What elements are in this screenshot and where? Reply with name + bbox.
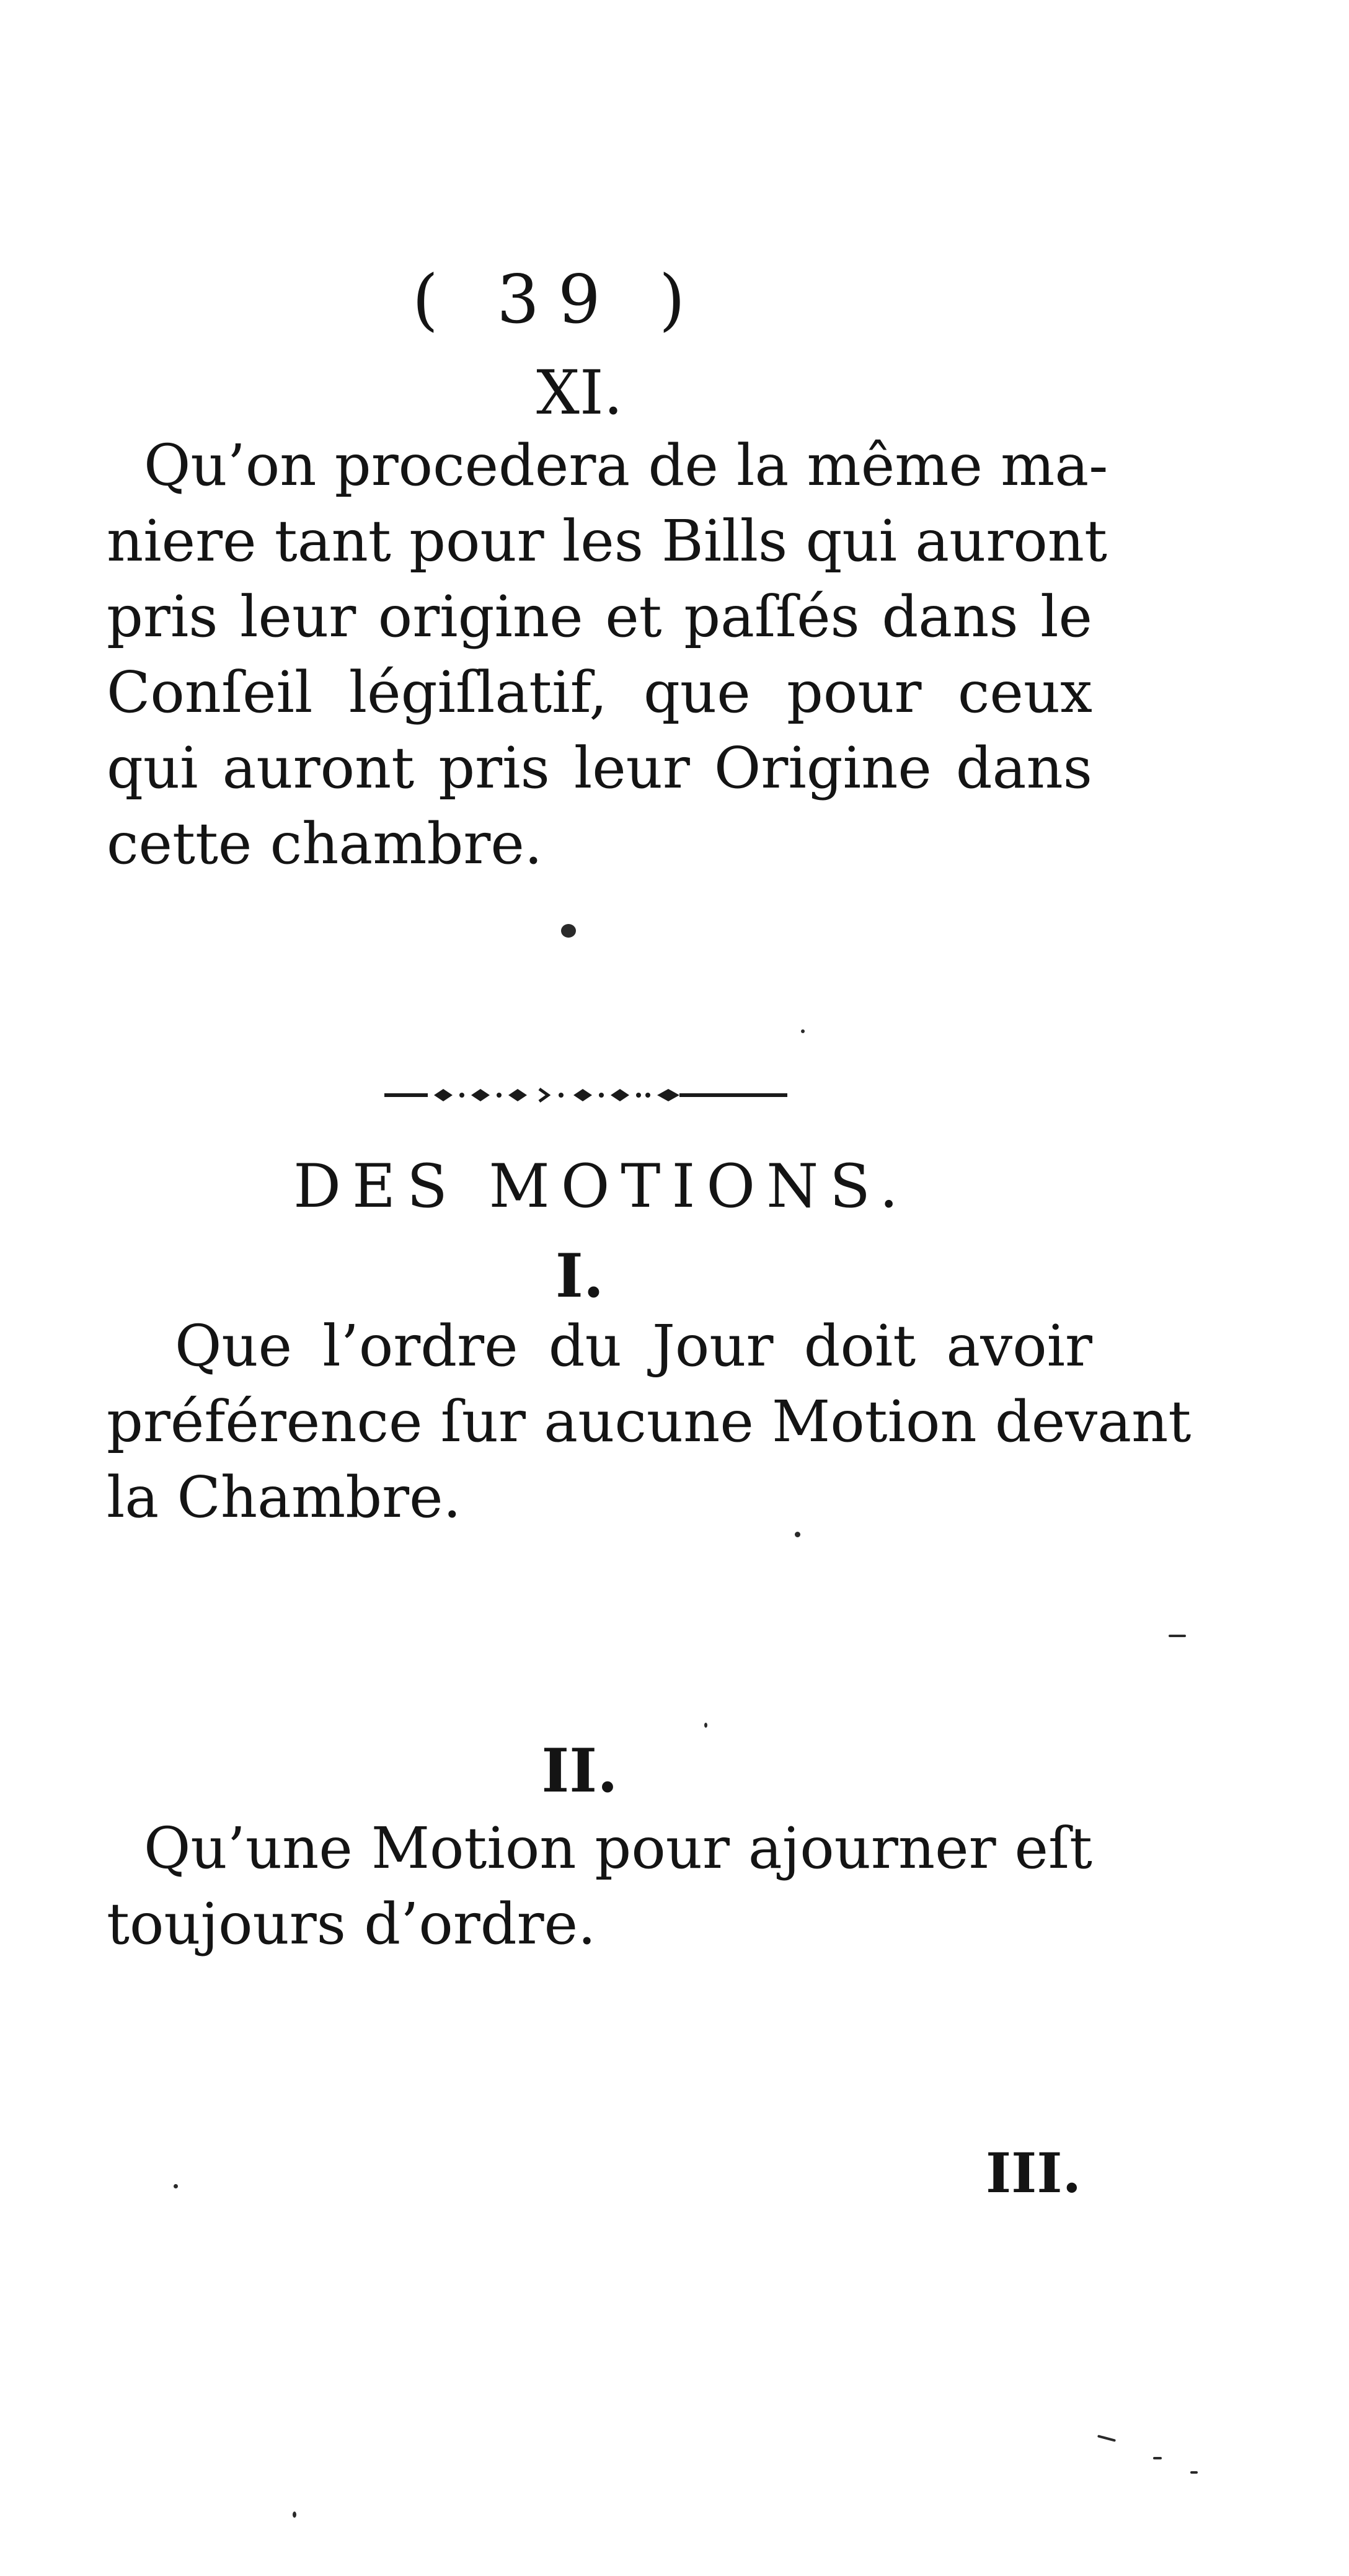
paragraph-line: niere tant pour les Bills qui auront [107, 508, 1107, 574]
ink-speck [704, 1723, 707, 1728]
paragraph-line: la Chambre. [107, 1464, 461, 1530]
ink-speck [174, 2184, 178, 2188]
ink-mark [561, 924, 576, 938]
paragraph-xi [107, 428, 1108, 882]
paragraph-line: préférence ſur aucune Motion devant [107, 1388, 1192, 1455]
ink-speck [801, 1029, 805, 1033]
paragraph-line: Qu’une Motion pour ajourner eſt [144, 1815, 1092, 1881]
paragraph-line: cette chambre. [107, 811, 543, 877]
paragraph-line: pris leur origine et paſſés dans le [107, 584, 1092, 650]
ink-speck [1190, 2471, 1198, 2474]
paragraph-line: Conſeil légiſlatif, que pour ceux [107, 659, 1092, 726]
catchword: III. [986, 2141, 1082, 2205]
paragraph-line: Qu’on procedera de la même ma- [144, 432, 1108, 499]
paragraph-motion-i [107, 1308, 1192, 1535]
paragraph-line: Que l’ordre du Jour doit avoir [175, 1313, 1092, 1379]
ink-speck [1097, 2435, 1116, 2442]
section-numeral-xi: XI. [536, 358, 623, 429]
ink-speck [1169, 1635, 1186, 1637]
ink-speck [1153, 2457, 1162, 2459]
ornamental-rule [384, 1086, 787, 1104]
page-number: ( 39 ) [412, 261, 704, 339]
motion-numeral-i: I. [555, 1241, 604, 1311]
motion-numeral-ii: II. [541, 1736, 618, 1806]
section-heading: DES MOTIONS. [293, 1152, 909, 1221]
paragraph-line: toujours d’ordre. [107, 1891, 596, 1957]
ink-speck [795, 1532, 800, 1537]
paragraph-line: qui auront pris leur Origine dans [107, 735, 1092, 801]
ink-speck [293, 2512, 296, 2518]
paragraph-motion-ii [107, 1811, 1092, 1962]
